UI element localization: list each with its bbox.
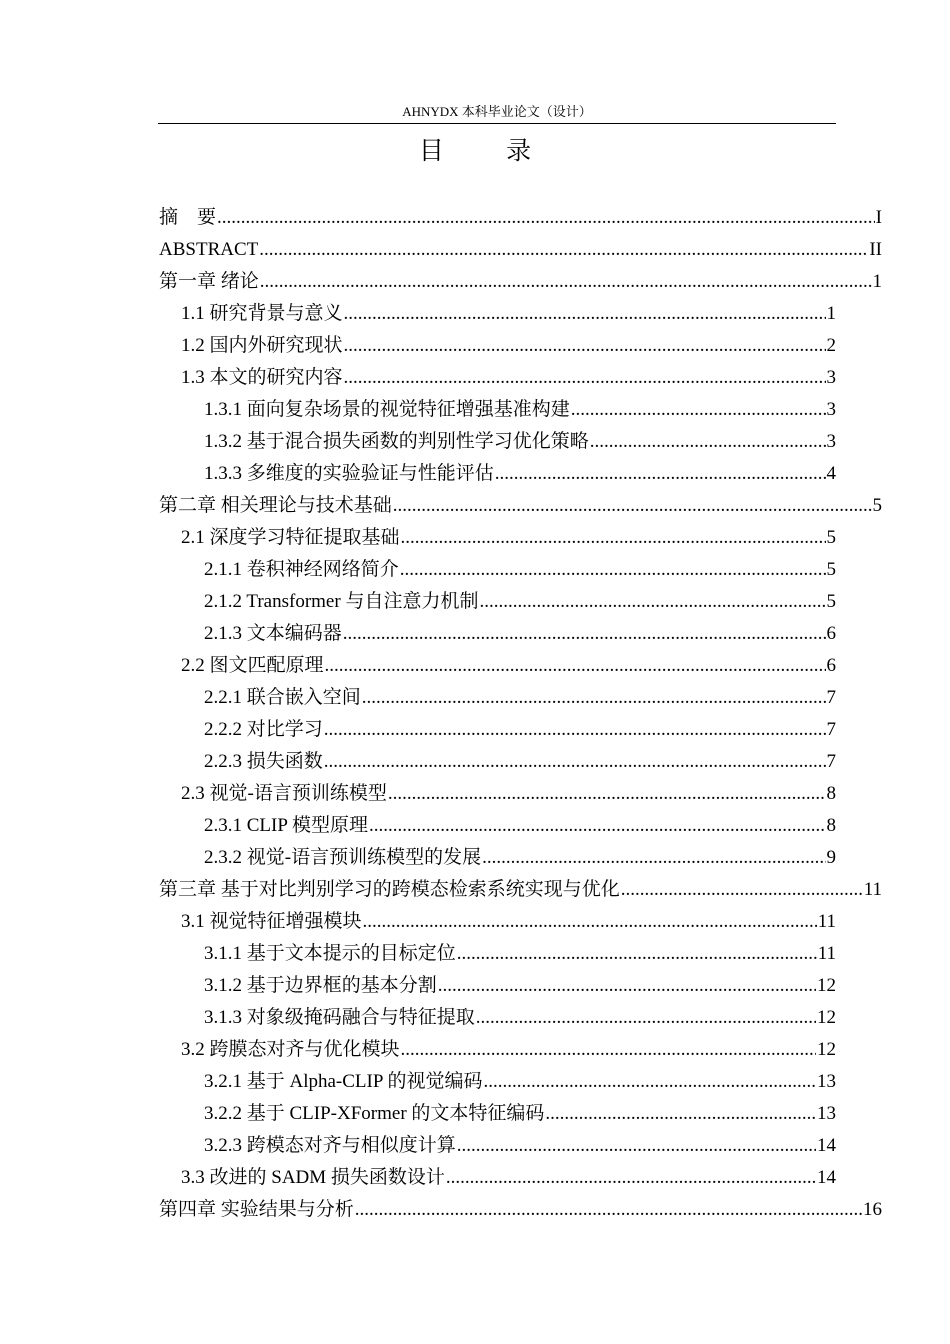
toc-entry-label: 2.1.1 卷积神经网络简介 [204,559,399,580]
toc-page-number: 5 [826,559,836,580]
toc-entry-label: 第四章 实验结果与分析 [159,1199,354,1220]
toc-page-number: 13 [817,1103,836,1124]
toc-entry-label: 3.2 跨膜态对齐与优化模块 [181,1039,400,1060]
toc-dot-leader [344,298,826,330]
toc-dot-leader [344,330,826,362]
toc-entry-label: 3.1.3 对象级掩码融合与特征提取 [204,1007,475,1028]
toc-dot-leader [355,1194,862,1226]
toc-page-number: I [875,207,882,228]
toc-entry-label: 2.1.2 Transformer 与自注意力机制 [204,591,479,612]
toc-entry-label: 3.3 改进的 SADM 损失函数设计 [181,1167,445,1188]
toc-entry[interactable] [159,874,882,906]
toc-entry[interactable] [181,330,836,362]
toc-page-number: 13 [817,1071,836,1092]
toc-dot-leader [457,938,817,970]
toc-page-number: 5 [826,527,836,548]
toc-page-number: 7 [826,751,836,772]
toc-entry[interactable] [204,426,836,458]
toc-entry[interactable] [181,650,836,682]
toc-dot-leader [363,906,817,938]
toc-dot-leader [545,1098,816,1130]
toc-page-number: 7 [826,719,836,740]
toc-dot-leader [325,650,826,682]
toc-entry-label: 第二章 相关理论与技术基础 [159,495,392,516]
toc-dot-leader [369,810,826,842]
toc-entry[interactable] [159,490,882,522]
toc-entry[interactable] [204,1002,836,1034]
toc-entry[interactable] [181,1034,836,1066]
toc-entry[interactable] [181,298,836,330]
toc-page-number: 9 [826,847,836,868]
toc-page-number: 2 [826,335,836,356]
toc-entry-label: 2.2.2 对比学习 [204,719,323,740]
toc-entry[interactable] [204,682,836,714]
toc-dot-leader [400,554,826,586]
toc-entry[interactable] [204,970,836,1002]
toc-dot-leader [344,362,826,394]
toc-page-number: 11 [817,911,836,932]
toc-entry-label: 3.2.2 基于 CLIP-XFormer 的文本特征编码 [204,1103,545,1124]
toc-page-number: 1 [872,271,882,292]
toc-dot-leader [571,394,826,426]
toc-entry-label: 2.1 深度学习特征提取基础 [181,527,400,548]
toc-page-number: 1 [826,303,836,324]
toc-page-number: 12 [817,975,836,996]
toc-entry[interactable] [204,1066,836,1098]
toc-dot-leader [401,1034,816,1066]
toc-page-number: 3 [826,367,836,388]
toc-page-number: 3 [826,399,836,420]
toc-dot-leader [324,746,826,778]
toc-entry-label: 3.2.1 基于 Alpha-CLIP 的视觉编码 [204,1071,483,1092]
toc-page-number: 6 [826,655,836,676]
toc-page-number: 11 [863,879,882,900]
toc-page-number: II [869,239,882,260]
toc-entry[interactable] [204,714,836,746]
toc-entry[interactable] [204,618,836,650]
toc-entry[interactable] [204,938,836,970]
toc-page-number: 3 [826,431,836,452]
toc-dot-leader [482,842,825,874]
toc-entry-label: 1.3 本文的研究内容 [181,367,343,388]
toc-entry-label: 2.2.3 损失函数 [204,751,323,772]
toc-page-number: 5 [872,495,882,516]
toc-dot-leader [393,490,872,522]
toc-page-number: 6 [826,623,836,644]
toc-entry[interactable] [159,234,882,266]
toc-page-number: 16 [863,1199,882,1220]
toc-entry[interactable] [204,394,836,426]
toc-dot-leader [495,458,826,490]
toc-entry-label: 摘 要 [159,207,217,228]
toc-entry[interactable] [159,266,882,298]
toc-entry[interactable] [204,1098,836,1130]
toc-entry-label: 第一章 绪论 [159,271,259,292]
toc-entry[interactable] [204,746,836,778]
toc-entry[interactable] [159,1194,882,1226]
toc-entry-label: 3.1 视觉特征增强模块 [181,911,362,932]
toc-page-number: 12 [817,1039,836,1060]
toc-entry[interactable] [181,906,836,938]
toc-entry-label: 2.1.3 文本编码器 [204,623,342,644]
toc-dot-leader [259,234,868,266]
toc-entry-label: 1.1 研究背景与意义 [181,303,343,324]
toc-page-number: 12 [817,1007,836,1028]
toc-entry[interactable] [204,1130,836,1162]
toc-dot-leader [401,522,826,554]
toc-title: 目 录 [418,138,560,165]
toc-dot-leader [217,202,875,234]
toc-dot-leader [324,714,826,746]
toc-entry-label: 3.1.1 基于文本提示的目标定位 [204,943,456,964]
toc-entry-label: 2.3 视觉-语言预训练模型 [181,783,387,804]
toc-entry[interactable] [204,586,836,618]
toc-dot-leader [479,586,825,618]
toc-page-number: 11 [817,943,836,964]
toc-dot-leader [476,1002,816,1034]
toc-entry-label: 2.3.1 CLIP 模型原理 [204,815,368,836]
toc-entry-label: 3.2.3 跨模态对齐与相似度计算 [204,1135,456,1156]
toc-entry-label: 2.2 图文匹配原理 [181,655,324,676]
toc-dot-leader [362,682,826,714]
toc-entry-label: 第三章 基于对比判别学习的跨模态检索系统实现与优化 [159,879,620,900]
toc-entry-label: 1.3.3 多维度的实验验证与性能评估 [204,463,494,484]
toc-dot-leader [260,266,872,298]
toc-entry-label: 1.2 国内外研究现状 [181,335,343,356]
toc-dot-leader [621,874,863,906]
toc-entry-label: 1.3.2 基于混合损失函数的判别性学习优化策略 [204,431,589,452]
toc-entry[interactable] [159,202,882,234]
toc-entry[interactable] [204,810,836,842]
toc-dot-leader [438,970,816,1002]
toc-entry-label: ABSTRACT [159,239,259,260]
toc-entry-label: 1.3.1 面向复杂场景的视觉特征增强基准构建 [204,399,570,420]
toc-page-number: 5 [826,591,836,612]
toc-dot-leader [343,618,826,650]
toc-page-number: 7 [826,687,836,708]
toc-entry-label: 2.2.1 联合嵌入空间 [204,687,361,708]
table-of-contents [0,202,950,1226]
toc-entry[interactable] [204,842,836,874]
toc-entry[interactable] [181,778,836,810]
toc-page-number: 4 [826,463,836,484]
toc-entry[interactable] [181,1162,836,1194]
toc-page-number: 8 [826,783,836,804]
toc-entry[interactable] [181,362,836,394]
toc-dot-leader [590,426,826,458]
toc-page-number: 14 [817,1167,836,1188]
toc-dot-leader [388,778,826,810]
toc-entry[interactable] [181,522,836,554]
toc-dot-leader [457,1130,816,1162]
toc-dot-leader [446,1162,816,1194]
toc-entry[interactable] [204,554,836,586]
header-rule [158,123,836,124]
toc-entry-label: 2.3.2 视觉-语言预训练模型的发展 [204,847,482,868]
toc-entry-label: 3.1.2 基于边界框的基本分割 [204,975,437,996]
toc-dot-leader [483,1066,816,1098]
running-header: AHNYDX 本科毕业论文（设计） [402,104,592,119]
toc-entry[interactable] [204,458,836,490]
toc-page-number: 14 [817,1135,836,1156]
toc-page-number: 8 [826,815,836,836]
